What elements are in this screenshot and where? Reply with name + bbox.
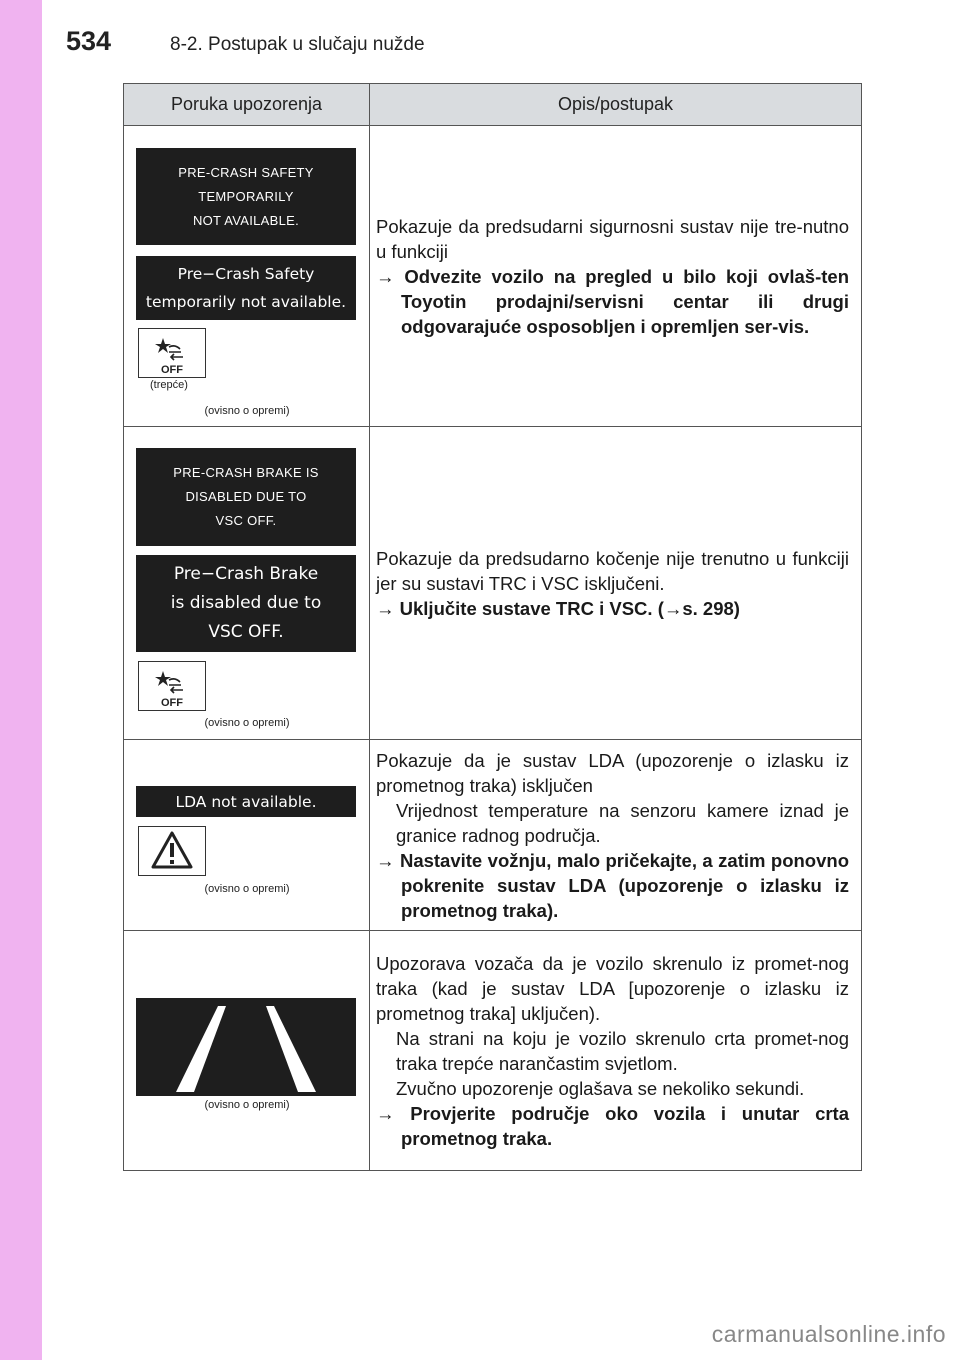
table-header-row <box>124 84 862 126</box>
description-text: Pokazuje da predsudarni sigurnosni sustav nije tre-nutno u funkciji <box>376 215 849 262</box>
page-number: 534 <box>66 26 112 56</box>
equipment-note: (ovisno o opremi) <box>204 883 290 895</box>
pre-crash-off-icon <box>138 661 206 711</box>
detail-text: Vrijednost temperature na senzoru kamere iznad je granice radnog područja. <box>396 799 849 846</box>
display-message-graphic: Pre−Crash Brake is disabled due to VSC OFF. <box>136 555 356 652</box>
warning-table <box>123 83 862 1171</box>
table-row <box>124 931 862 1171</box>
description-text: Upozorava vozača da je vozilo skrenulo iz promet-nog traka (kad je sustav LDA [upozorenje o izlasku iz prometnog traka] uključen). <box>376 952 849 1024</box>
action-step: → Odvezite vozilo na pregled u bilo koji ovlaš-ten Toyotin prodajni/servisni centar ili drugi odgovarajuće osposobljen i opremljen ser-vis. <box>376 265 850 337</box>
description-cell <box>370 740 862 931</box>
column-header-message: Poruka upozorenja <box>124 84 370 126</box>
detail-text: Zvučno upozorenje oglašava se nekoliko sekundi. <box>396 1077 805 1099</box>
description-text: Pokazuje da predsudarno kočenje nije trenutno u funkciji jer su sustavi TRC i VSC isključeni. <box>376 547 849 594</box>
description-text: Pokazuje da je sustav LDA (upozorenje o izlasku iz prometnog traka) isključen <box>376 749 849 796</box>
display-message-graphic: LDA not available. <box>136 786 356 817</box>
arrow-icon: → <box>376 265 395 287</box>
display-message-graphic: Pre−Crash Safety temporarily not available. <box>136 256 356 320</box>
svg-text:OFF: OFF <box>161 364 183 376</box>
arrow-icon: → <box>376 849 395 871</box>
equipment-note: (ovisno o opremi) <box>204 717 290 729</box>
table-row <box>124 427 862 740</box>
message-cell <box>124 931 370 1171</box>
action-step: → Nastavite vožnju, malo pričekajte, a zatim ponovno pokrenite sustav LDA (upozorenje o izlasku iz prometnog traka). <box>376 849 849 921</box>
arrow-icon: → <box>663 597 683 619</box>
blink-note: (trepće) <box>150 379 188 391</box>
detail-text: Na strani na koju je vozilo skrenulo crta promet-nog traka trepće narančastim svjetlom. <box>396 1027 849 1074</box>
display-message-caps: PRE-CRASH SAFETY TEMPORARILY NOT AVAILABLE. <box>136 148 356 245</box>
display-message-caps: PRE-CRASH BRAKE IS DISABLED DUE TO VSC OFF. <box>136 448 356 546</box>
message-cell <box>124 126 370 427</box>
equipment-note: (ovisno o opremi) <box>204 1099 290 1111</box>
description-cell <box>370 427 862 740</box>
description-cell <box>370 126 862 427</box>
action-step: → Uključite sustave TRC i VSC. (→s. 298) <box>376 597 740 619</box>
arrow-icon: → <box>376 597 395 619</box>
side-color-strip <box>0 0 42 1360</box>
lane-lines-icon <box>136 998 356 1096</box>
column-header-description: Opis/postupak <box>370 84 862 126</box>
equipment-note: (ovisno o opremi) <box>204 405 290 417</box>
warning-triangle-icon <box>138 826 206 876</box>
section-title: 8-2. Postupak u slučaju nužde <box>170 34 425 55</box>
watermark: carmanualsonline.info <box>711 1321 946 1347</box>
message-cell <box>124 740 370 931</box>
table-row <box>124 740 862 931</box>
action-step: → Provjerite područje oko vozila i unutar crta prometnog traka. <box>376 1102 850 1149</box>
svg-text:OFF: OFF <box>161 697 183 709</box>
description-cell <box>370 931 862 1171</box>
arrow-icon: → <box>376 1102 395 1124</box>
message-cell <box>124 427 370 740</box>
table-row <box>124 126 862 427</box>
pre-crash-off-icon <box>138 328 206 378</box>
